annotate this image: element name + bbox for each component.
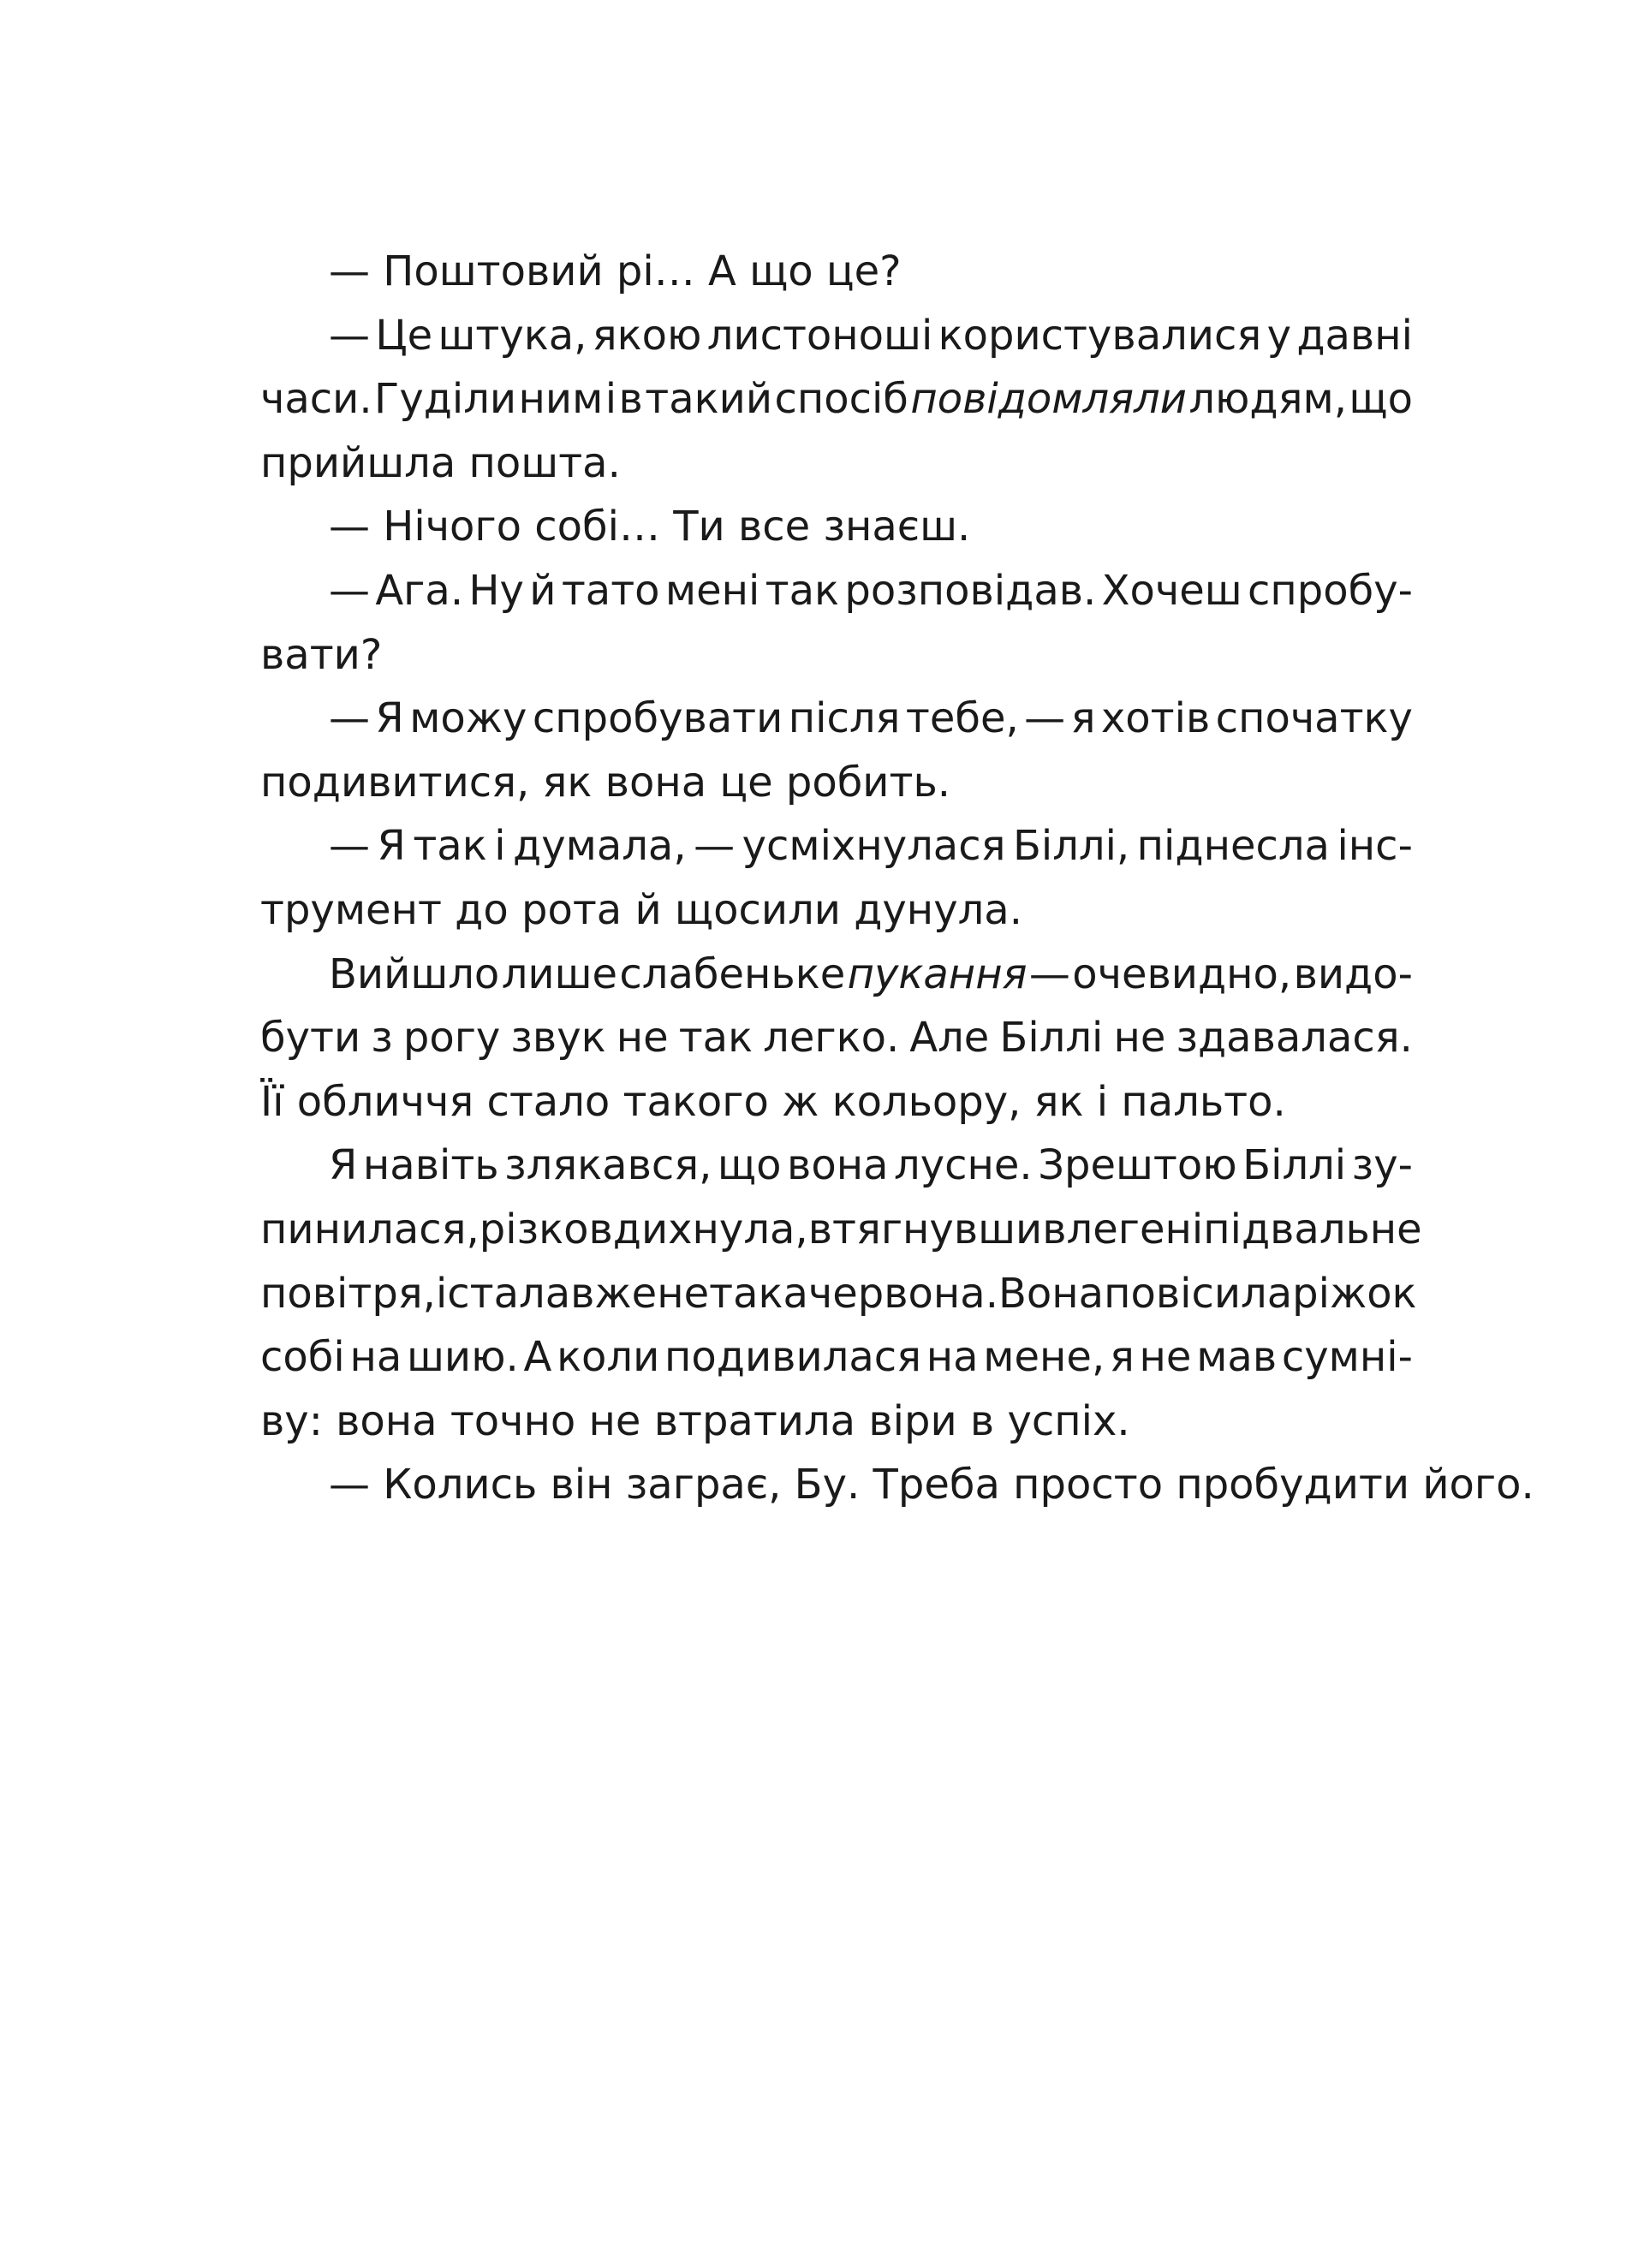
word: в <box>1042 1205 1067 1253</box>
text-run: ву: вона точно не втратила віри в успіх. <box>260 1396 1130 1445</box>
text-run: — Поштовий рі… А що це? <box>329 247 902 295</box>
word: здавалася. <box>1176 1014 1413 1063</box>
word: собі <box>260 1333 345 1382</box>
word: мав <box>1196 1333 1278 1382</box>
word: рогу <box>402 1014 501 1063</box>
word: Біллі <box>999 1014 1104 1063</box>
word: у <box>1266 311 1291 360</box>
word: так <box>413 822 487 871</box>
word: з <box>371 1014 393 1063</box>
text-line <box>260 432 1413 496</box>
word: — <box>329 822 370 871</box>
text-line <box>260 367 1413 432</box>
word: не <box>1139 1333 1192 1382</box>
word: спробу- <box>1248 566 1413 615</box>
word: Але <box>909 1014 990 1063</box>
text-run: вати? <box>260 630 383 679</box>
word: — <box>329 566 370 615</box>
word: Зрештою <box>1038 1141 1237 1190</box>
word: Біллі <box>1242 1141 1347 1190</box>
text-line <box>260 1453 1534 1517</box>
word: спочатку <box>1215 694 1413 743</box>
word: лише <box>501 949 618 998</box>
text-line <box>260 1070 1413 1134</box>
text-line <box>260 878 1413 943</box>
word: злякався, <box>504 1141 712 1190</box>
word: мене, <box>983 1333 1105 1382</box>
word: не <box>1113 1014 1166 1063</box>
text-run: Її обличчя стало такого ж кольору, як і пальто. <box>260 1077 1286 1126</box>
word: Я <box>375 694 404 743</box>
word: Ага. <box>375 566 464 615</box>
word: ріжок <box>1292 1269 1417 1318</box>
word: вона <box>787 1141 889 1190</box>
word: підвальне <box>1203 1205 1422 1253</box>
word: подивилася <box>664 1333 922 1382</box>
word: якою <box>592 311 702 360</box>
word: усміхнулася <box>742 822 1006 871</box>
word: вже <box>570 1269 658 1318</box>
word: А <box>523 1333 552 1382</box>
word: червона. <box>807 1269 998 1318</box>
word: коли <box>557 1333 660 1382</box>
word: Хочеш <box>1101 566 1242 615</box>
word: навіть <box>362 1141 499 1190</box>
word: Вона <box>998 1269 1105 1318</box>
word: листоноші <box>706 311 933 360</box>
word: легені <box>1066 1205 1204 1253</box>
word: я <box>1109 1333 1135 1382</box>
word: лусне. <box>894 1141 1033 1190</box>
text-line <box>260 751 1413 815</box>
word: Вийшло <box>329 949 500 998</box>
word: що <box>717 1141 782 1190</box>
word: такий <box>645 375 773 424</box>
word: людям, <box>1188 375 1347 424</box>
text-line <box>260 623 1413 688</box>
word: на <box>349 1333 402 1382</box>
word: пинилася, <box>260 1205 480 1253</box>
word: Я <box>329 1141 358 1190</box>
word: стала <box>447 1269 571 1318</box>
word: не <box>657 1269 710 1318</box>
word: — <box>329 694 370 743</box>
word: і <box>605 375 617 424</box>
word: думала, <box>513 822 687 871</box>
word: і <box>494 822 506 871</box>
italic-word: повідомляли <box>910 375 1187 424</box>
word: різко <box>479 1205 589 1253</box>
word: повісила <box>1104 1269 1293 1318</box>
word: після <box>788 694 901 743</box>
word: можу <box>409 694 527 743</box>
word: очевидно, <box>1072 949 1292 998</box>
word: тато <box>561 566 660 615</box>
word: слабеньке <box>619 949 846 998</box>
word: втягнувши <box>807 1205 1043 1253</box>
word: така <box>709 1269 808 1318</box>
word: піднесла <box>1136 822 1330 871</box>
text-run: подивитися, як вона це робить. <box>260 758 950 807</box>
word: Біллі, <box>1012 822 1130 871</box>
text-line <box>260 814 1413 878</box>
body-text <box>260 240 1534 1517</box>
text-line <box>260 943 1413 1007</box>
word: шию. <box>406 1333 519 1382</box>
word: користувалися <box>938 311 1262 360</box>
text-line <box>260 559 1413 623</box>
word: й <box>529 566 557 615</box>
word: звук <box>510 1014 606 1063</box>
word: давні <box>1296 311 1413 360</box>
word: Це <box>375 311 433 360</box>
text-line <box>260 1134 1413 1198</box>
word: розповідав. <box>844 566 1097 615</box>
text-line <box>260 1390 1413 1454</box>
text-run: — Нічого собі… Ти все знаєш. <box>329 503 971 551</box>
word: ним <box>518 375 604 424</box>
word: штука, <box>438 311 587 360</box>
word: і <box>435 1269 448 1318</box>
text-line <box>260 240 1413 304</box>
word: часи. <box>260 375 372 424</box>
italic-word: пукання <box>847 949 1028 998</box>
text-run: прийшла пошта. <box>260 438 621 487</box>
word: так <box>678 1014 754 1063</box>
word: хотів <box>1100 694 1211 743</box>
text-line <box>260 1325 1413 1390</box>
text-line <box>260 1198 1422 1262</box>
word: я <box>1070 694 1096 743</box>
word: що <box>1349 375 1413 424</box>
word: не <box>616 1014 669 1063</box>
text-run: трумент до рота й щосили дунула. <box>260 885 1022 934</box>
word: спосіб <box>774 375 908 424</box>
word: інс- <box>1337 822 1413 871</box>
text-line <box>260 495 1413 559</box>
word: бути <box>260 1014 361 1063</box>
text-line <box>260 304 1413 368</box>
word: мені <box>664 566 760 615</box>
word: спробувати <box>532 694 783 743</box>
word: сумні- <box>1281 1333 1413 1382</box>
word: — <box>1024 694 1066 743</box>
word: — <box>694 822 736 871</box>
word: — <box>329 311 370 360</box>
word: тебе, <box>905 694 1019 743</box>
word: Я <box>377 822 406 871</box>
word: в <box>618 375 643 424</box>
word: на <box>926 1333 979 1382</box>
word: Гуділи <box>374 375 517 424</box>
text-run: — Колись він заграє, Бу. Треба просто пробудити його. <box>329 1461 1534 1509</box>
text-line <box>260 1262 1417 1326</box>
word: видо- <box>1293 949 1413 998</box>
word: — <box>1028 949 1070 998</box>
word: так <box>765 566 840 615</box>
word: зу- <box>1351 1141 1413 1190</box>
text-line <box>260 687 1413 751</box>
word: повітря, <box>260 1269 436 1318</box>
text-line <box>260 1006 1413 1070</box>
word: легко. <box>763 1014 900 1063</box>
word: вдихнула, <box>588 1205 808 1253</box>
word: Ну <box>468 566 524 615</box>
